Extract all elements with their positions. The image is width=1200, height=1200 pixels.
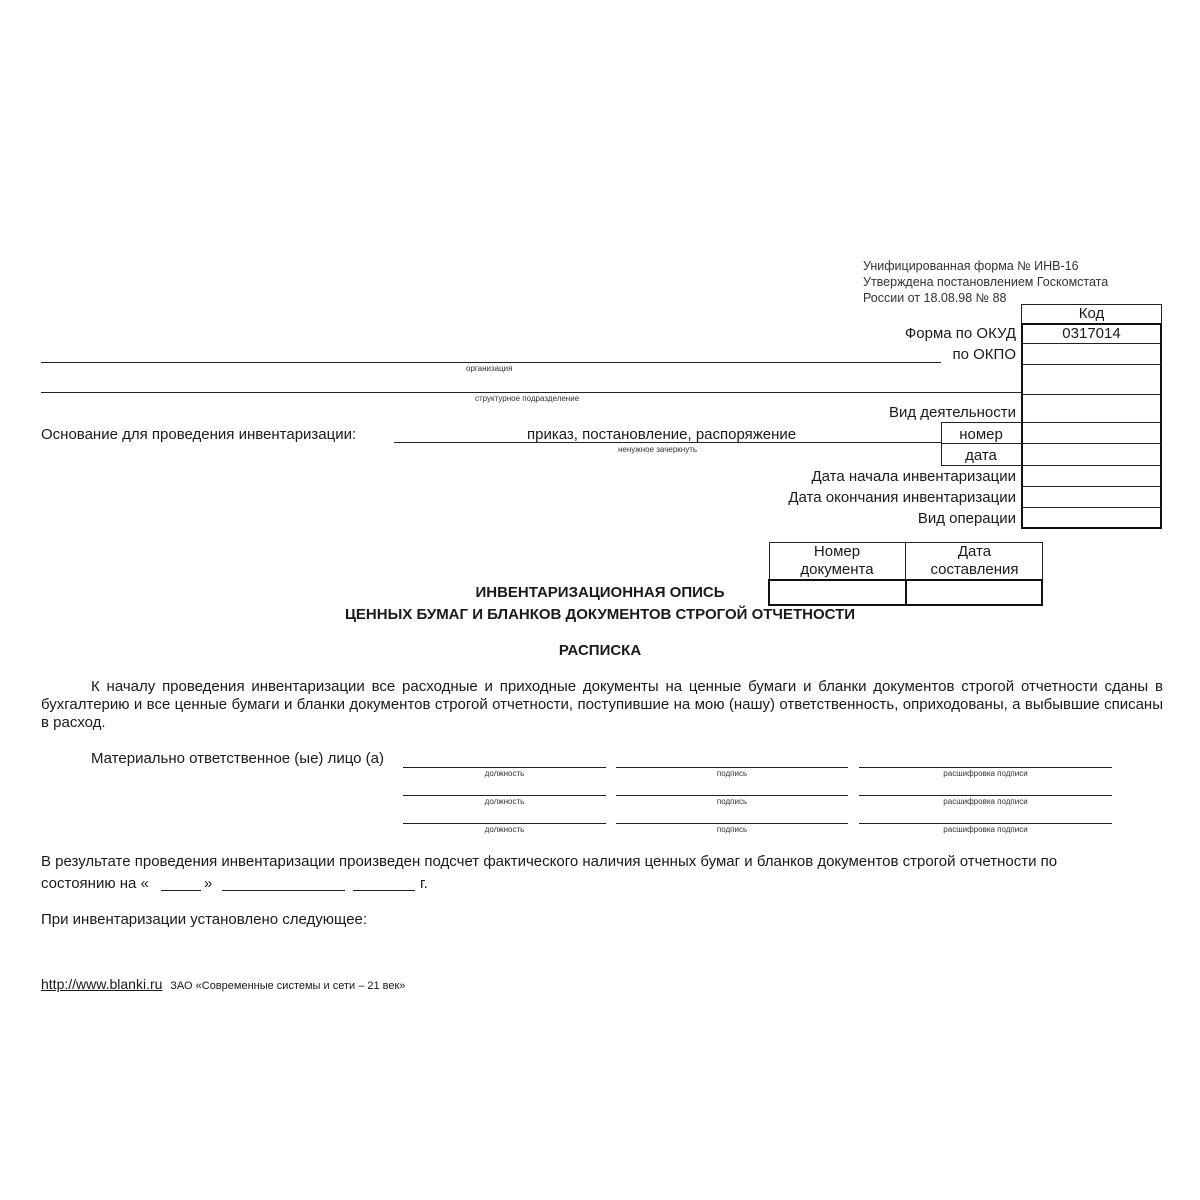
basis-caption: ненужное зачеркнуть xyxy=(618,445,698,454)
title-line2: ЦЕННЫХ БУМАГ И БЛАНКОВ ДОКУМЕНТОВ СТРОГОЙ ОТЧЕТНОСТИ xyxy=(344,606,856,623)
day-field[interactable] xyxy=(161,890,201,891)
position-caption: должность xyxy=(484,769,525,778)
year-field[interactable] xyxy=(353,890,415,891)
established-text: При инвентаризации установлено следующее: xyxy=(41,911,368,928)
approved-date: России от 18.08.98 № 88 xyxy=(863,291,1007,305)
codes-table xyxy=(1021,323,1162,529)
receipt-text: К началу проведения инвентаризации все расходные и приходные документы на ценные бумаги и бланки документов строгой отчетности сданы в бухгалтерию и все ценные бумаги и бланки документов строгой отчетности, поступившие на мою (нашу) ответственность, оприходованы, а выбывшие списаны в расход. xyxy=(41,678,1163,731)
decode-caption: расшифровка подписи xyxy=(943,797,1028,806)
organization-line[interactable] xyxy=(41,362,941,363)
okud-value[interactable]: 0317014 xyxy=(1062,325,1121,342)
title-line1: ИНВЕНТАРИЗАЦИОННАЯ ОПИСЬ xyxy=(475,584,725,601)
position-caption: должность xyxy=(484,825,525,834)
form-name: Унифицированная форма № ИНВ-16 xyxy=(863,259,1079,273)
okud-label: Форма по ОКУД xyxy=(904,325,1016,342)
basis-line[interactable] xyxy=(394,442,941,443)
activity-label: Вид деятельности xyxy=(888,404,1016,421)
inv-end-label: Дата окончания инвентаризации xyxy=(788,489,1016,506)
basis-options: приказ, постановление, распоряжение xyxy=(527,426,797,443)
doc-date-header: Дата составления xyxy=(930,543,1019,578)
form-header xyxy=(863,258,1108,306)
operation-label: Вид операции xyxy=(917,510,1016,527)
year-suffix: г. xyxy=(420,875,428,892)
footer-link[interactable]: http://www.blanki.ru xyxy=(41,976,163,992)
position-caption: должность xyxy=(484,797,525,806)
subdivision-caption: структурное подразделение xyxy=(475,394,580,403)
result-text: В результате проведения инвентаризации произведен подсчет фактического наличия ценных бумаг и бланков документов строгой отчетности по xyxy=(41,853,1058,870)
decode-caption: расшифровка подписи xyxy=(943,825,1028,834)
footer xyxy=(41,976,405,992)
inv-start-label: Дата начала инвентаризации xyxy=(811,468,1016,485)
date-label: дата xyxy=(965,447,997,464)
number-label: номер xyxy=(959,426,1003,443)
state-on-label: состоянию на « xyxy=(41,875,149,892)
subdivision-line[interactable] xyxy=(41,392,1021,393)
signature-caption: подпись xyxy=(716,769,748,778)
month-field[interactable] xyxy=(222,890,345,891)
footer-company: ЗАО «Современные системы и сети – 21 век» xyxy=(170,980,406,992)
receipt-title: РАСПИСКА xyxy=(558,642,642,659)
basis-label: Основание для проведения инвентаризации: xyxy=(41,426,357,443)
okpo-label: по ОКПО xyxy=(952,346,1016,363)
doc-number-header: Номер документа xyxy=(800,543,874,578)
signature-caption: подпись xyxy=(716,825,748,834)
responsible-label: Материально ответственное (ые) лицо (а) xyxy=(91,750,384,767)
quote-close: » xyxy=(204,875,213,892)
kod-header: Код xyxy=(1078,305,1105,322)
approved-text: Утверждена постановлением Госкомстата xyxy=(863,275,1109,289)
signature-caption: подпись xyxy=(716,797,748,806)
organization-caption: организация xyxy=(466,364,513,373)
decode-caption: расшифровка подписи xyxy=(943,769,1028,778)
